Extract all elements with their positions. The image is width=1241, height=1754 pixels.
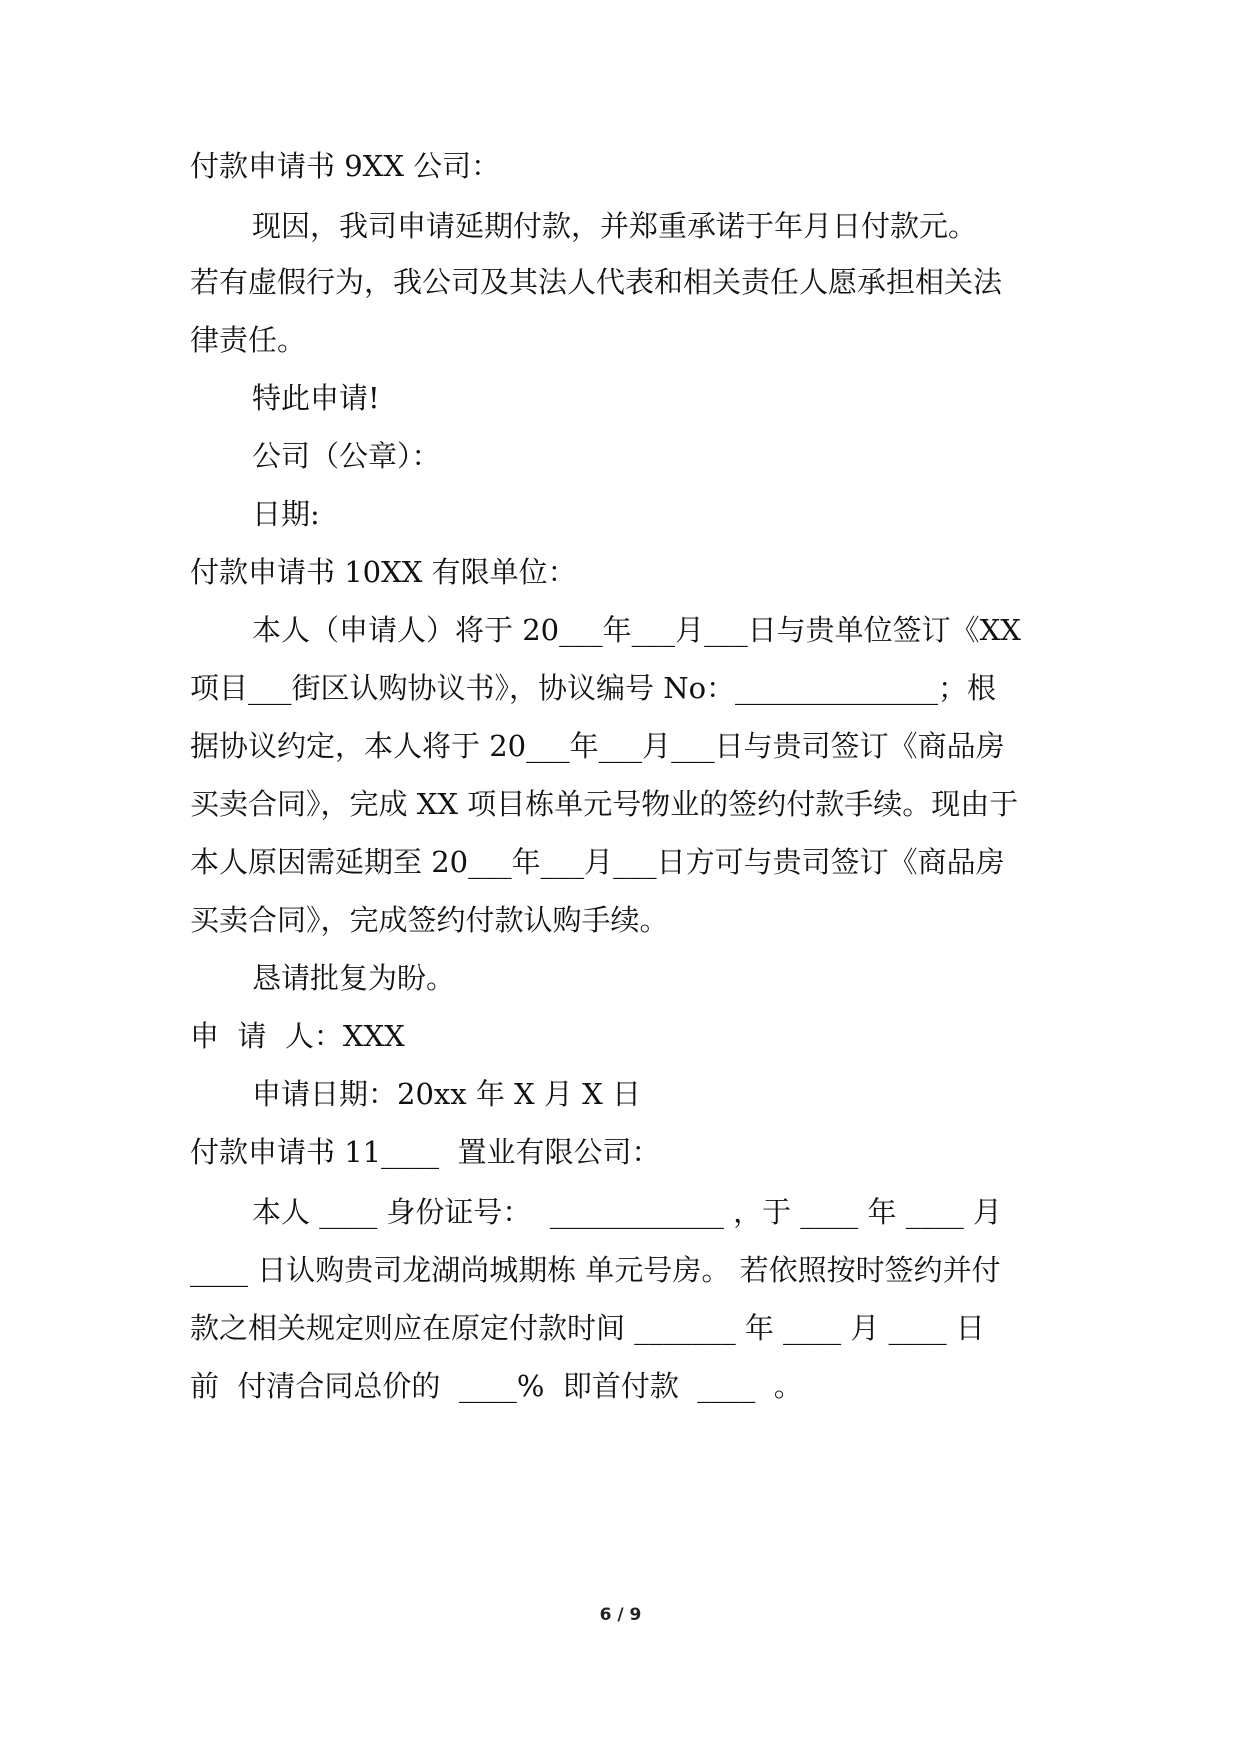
paragraph-line: 若有虚假行为，我公司及其法人代表和相关责任人愿承担相关法 [190,265,1003,299]
paragraph-line: 项目___街区认购协议书》，协议编号 No：______________；根 [190,671,997,705]
heading-application-9: 付款申请书 9XX 公司： [190,149,501,183]
paragraph-line: 本人（申请人）将于 20___年___月___日与贵单位签订《XX [252,613,1021,647]
closing-line: 恳请批复为盼。 [252,961,456,995]
date-line: 日期: [252,497,320,531]
heading-application-11: 付款申请书 11____ 置业有限公司： [190,1135,661,1169]
paragraph-line: 买卖合同》，完成签约付款认购手续。 [190,903,669,937]
paragraph-line: 现因，我司申请延期付款，并郑重承诺于年月日付款元。 [252,209,978,243]
closing-line: 特此申请! [252,381,380,415]
page-number: 6 / 9 [599,1605,642,1625]
paragraph-line: ____ 日认购贵司龙湖尚城期栋 单元号房。 若依照按时签约并付 [190,1253,1001,1287]
paragraph-line: 买卖合同》，完成 XX 项目栋单元号物业的签约付款手续。现由于 [190,787,1019,821]
heading-application-10: 付款申请书 10XX 有限单位： [190,555,577,589]
applicant-line: 申 请 人：XXX [190,1019,405,1053]
paragraph-line: 据协议约定，本人将于 20___年___月___日与贵司签订《商品房 [190,729,1005,763]
company-seal-line: 公司（公章）： [252,439,441,473]
application-date-line: 申请日期：20xx 年 X 月 X 日 [252,1077,641,1111]
paragraph-line: 款之相关规定则应在原定付款时间 _______ 年 ____ 月 ____ 日 [190,1311,985,1345]
paragraph-line: 律责任。 [190,323,307,357]
paragraph-line: 前 付清合同总价的 ____% 即首付款 ____ 。 [190,1369,803,1403]
paragraph-line: 本人 ____ 身份证号： ____________ ，于 ____ 年 ____ 月 [252,1195,1002,1229]
paragraph-line: 本人原因需延期至 20___年___月___日方可与贵司签订《商品房 [190,845,1005,879]
